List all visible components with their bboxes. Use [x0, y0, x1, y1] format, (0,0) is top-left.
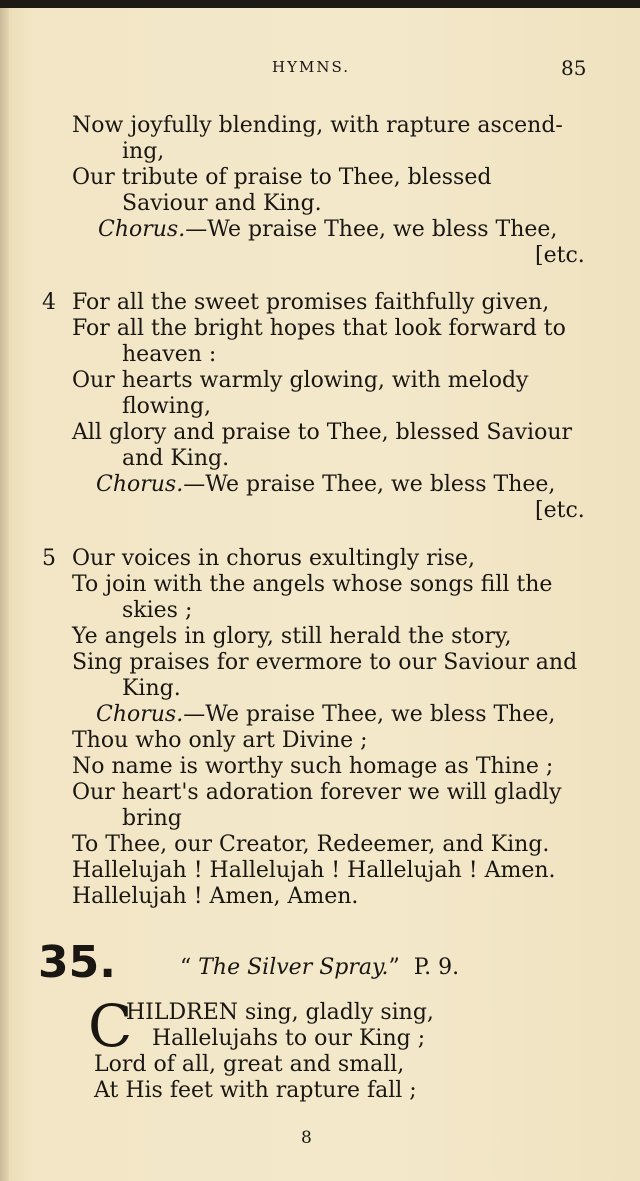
verse-line: Lord of all, great and small,	[94, 1052, 405, 1077]
chorus-label: Chorus.	[98, 217, 186, 242]
chorus-line	[98, 217, 557, 243]
verse-line: Our hearts warmly glowing, with melody	[72, 368, 529, 393]
verse-line: At His feet with rapture fall ;	[94, 1078, 417, 1103]
verse-line: Thou who only art Divine ;	[72, 728, 368, 753]
verse-line: For all the sweet promises faithfully given,	[72, 290, 550, 315]
verse-line: Sing praises for evermore to our Saviour and	[72, 650, 578, 675]
chorus-label: Chorus.	[96, 472, 184, 497]
verse-line: Now joyfully blending, with rapture ascend-	[72, 113, 563, 138]
verse-line: Hallelujah ! Amen, Amen.	[72, 884, 359, 909]
verse-line: Hallelujahs to our King ;	[152, 1026, 426, 1051]
signature-mark: 8	[301, 1128, 312, 1148]
verse-line: To join with the angels whose songs fill the	[72, 572, 553, 597]
tune-name: The Silver Spray.	[198, 955, 389, 980]
etc-mark: [etc.	[535, 498, 585, 523]
chorus-text: —We praise Thee, we bless Thee,	[185, 217, 558, 242]
verse-line: Saviour and King.	[122, 191, 322, 216]
verse-line: To Thee, our Creator, Redeemer, and King.	[72, 832, 550, 857]
verse-line: Our heart's adoration forever we will gladly	[72, 780, 562, 805]
hymn-number: 35.	[38, 937, 116, 988]
verse-line: No name is worthy such homage as Thine ;	[72, 754, 554, 779]
chorus-text: —We praise Thee, we bless Thee,	[183, 472, 556, 497]
chorus-line	[96, 472, 555, 498]
verse-line: HILDREN sing, gladly sing,	[126, 1000, 434, 1025]
running-header-title: HYMNS.	[272, 58, 350, 76]
tune-reference	[180, 955, 459, 981]
open-quote: “	[180, 955, 192, 980]
verse-line: skies ;	[122, 598, 193, 623]
verse-line: All glory and praise to Thee, blessed Saviour	[72, 420, 573, 445]
verse-line: Our tribute of praise to Thee, blessed	[72, 165, 492, 190]
etc-mark: [etc.	[535, 243, 585, 268]
close-quote: ”	[388, 955, 400, 980]
chorus-text: —We praise Thee, we bless Thee,	[183, 702, 556, 727]
verse-line: Hallelujah ! Hallelujah ! Hallelujah ! Amen.	[72, 858, 556, 883]
verse-line: King.	[122, 676, 181, 701]
page-gutter-edge	[0, 8, 9, 1181]
drop-cap: C	[88, 992, 133, 1060]
verse-line: Our voices in chorus exultingly rise,	[72, 546, 476, 571]
verse-line: Ye angels in glory, still herald the story,	[72, 624, 512, 649]
verse-line: For all the bright hopes that look forward to	[72, 316, 566, 341]
verse-line: flowing,	[122, 394, 212, 419]
stanza-number: 4	[42, 290, 56, 315]
top-scan-border	[0, 0, 640, 8]
verse-line: heaven :	[122, 342, 217, 367]
tune-page: P. 9.	[413, 955, 460, 980]
chorus-line	[96, 702, 555, 728]
chorus-label: Chorus.	[96, 702, 184, 727]
page-number: 85	[561, 56, 587, 80]
stanza-number: 5	[42, 546, 56, 571]
verse-line: ing,	[122, 139, 165, 164]
verse-line: and King.	[122, 446, 230, 471]
verse-line: bring	[122, 806, 182, 831]
